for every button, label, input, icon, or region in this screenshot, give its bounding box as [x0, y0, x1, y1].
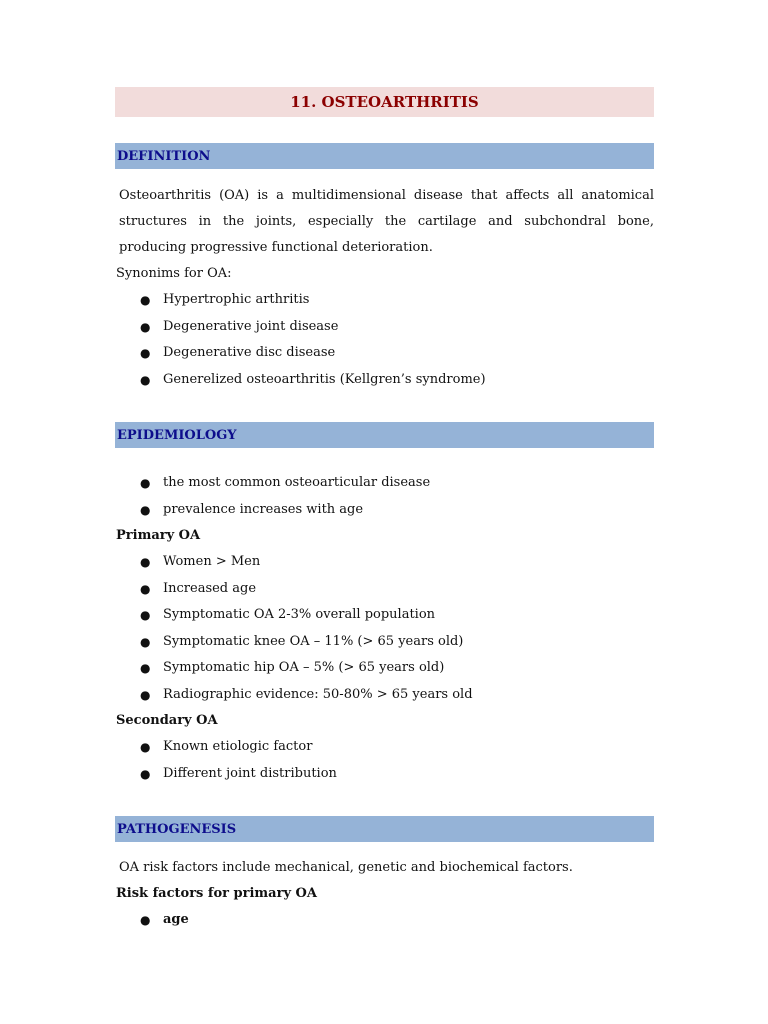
list-item: ● the most common osteoarticular disease — [115, 470, 654, 497]
secondary-oa-list — [115, 734, 654, 787]
synonyms-label: Synonims for OA: — [116, 266, 232, 281]
bullet-icon: ● — [140, 608, 151, 622]
list-item: ● Generelized osteoarthritis (Kellgren’s syndrome) — [115, 367, 654, 394]
synonyms-list — [115, 287, 654, 393]
list-item: ● Increased age — [115, 576, 654, 603]
primary-oa-label: Primary OA — [116, 528, 201, 543]
title-banner — [115, 87, 654, 117]
secondary-oa-label: Secondary OA — [116, 713, 218, 728]
section-title-definition: DEFINITION — [117, 148, 211, 164]
list-item: ● Women > Men — [115, 549, 654, 576]
section-header-pathogenesis — [115, 816, 654, 842]
document-content — [115, 87, 654, 934]
section-header-definition — [115, 143, 654, 169]
section-header-epidemiology — [115, 422, 654, 448]
list-item: ● Different joint distribution — [115, 761, 654, 788]
list-item: ● Radiographic evidence: 50-80% > 65 years old — [115, 682, 654, 709]
list-item: ● Degenerative joint disease — [115, 314, 654, 341]
section-title-pathogenesis: PATHOGENESIS — [117, 821, 237, 837]
bullet-icon: ● — [140, 476, 151, 490]
bullet-icon: ● — [140, 766, 151, 781]
list-item: ● Symptomatic knee OA – 11% (> 65 years old) — [115, 629, 654, 656]
list-item: ● Hypertrophic arthritis — [115, 287, 654, 314]
section-title-epidemiology: EPIDEMIOLOGY — [117, 427, 237, 443]
bullet-icon: ● — [140, 372, 151, 387]
epidemiology-general-list — [115, 470, 654, 523]
list-item: ● Symptomatic OA 2-3% overall population — [115, 602, 654, 629]
bullet-icon: ● — [140, 687, 151, 702]
bullet-icon: ● — [140, 555, 151, 569]
bullet-icon: ● — [140, 346, 151, 360]
list-item: ● Degenerative disc disease — [115, 340, 654, 367]
page-title: 11. OSTEOARTHRITIS — [290, 93, 479, 111]
bullet-icon: ● — [140, 502, 151, 517]
pathogenesis-paragraph: OA risk factors include mechanical, genetic and biochemical factors. — [119, 860, 573, 875]
risk-factors-label: Risk factors for primary OA — [116, 886, 317, 901]
definition-paragraph: Osteoarthritis (OA) is a multidimensional disease that affects all anatomical structures in the joints, especially the cartilage and subchondral bone, producing progressive functional deterioration. — [119, 188, 654, 255]
risk-factors-list — [115, 907, 654, 934]
list-item: ● prevalence increases with age — [115, 497, 654, 524]
bullet-icon: ● — [140, 661, 151, 675]
bullet-icon: ● — [140, 319, 151, 334]
bullet-icon: ● — [140, 581, 151, 596]
bullet-icon: ● — [140, 913, 151, 927]
bullet-icon: ● — [140, 634, 151, 649]
bullet-icon: ● — [140, 740, 151, 754]
list-item: ● Known etiologic factor — [115, 734, 654, 761]
list-item: ● Symptomatic hip OA – 5% (> 65 years old) — [115, 655, 654, 682]
list-item: ● age — [115, 907, 654, 934]
bullet-icon: ● — [140, 293, 151, 307]
primary-oa-list — [115, 549, 654, 708]
